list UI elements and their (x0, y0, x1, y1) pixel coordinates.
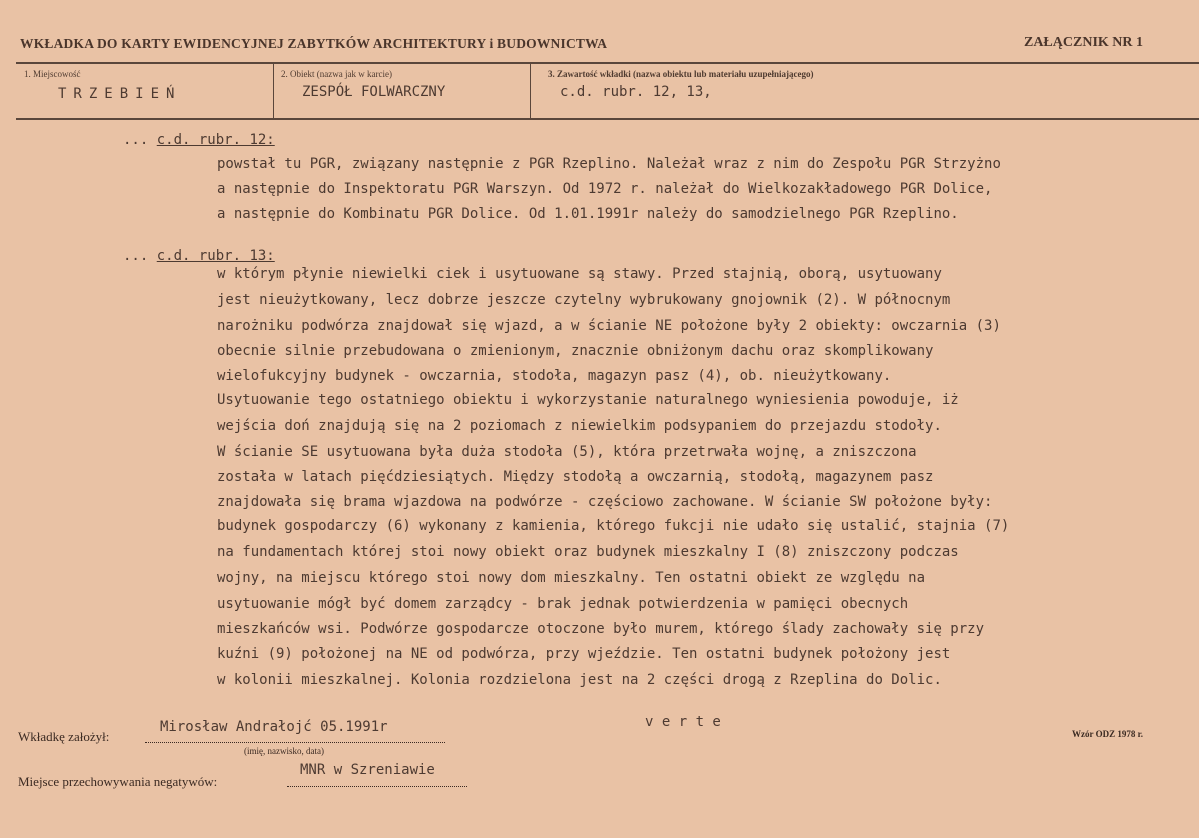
section-13-line: usytuowanie mógł być domem zarządcy - brak jednak potwierdzenia w pamięci obecnych (217, 596, 909, 612)
locality-value: TRZEBIEŃ (58, 86, 182, 102)
section-13-line: mieszkańców wsi. Podwórze gospodarcze otoczone było murem, którego ślady zachowały się przy (217, 621, 985, 637)
author-value: Mirosław Andrałojć 05.1991r (160, 719, 388, 735)
section-13-line: kuźni (9) położonej na NE od podwórza, przy wjeździe. Ten ostatni budynek położony jest (217, 646, 951, 662)
section-12-line: powstał tu PGR, związany następnie z PGR Rzeplino. Należał wraz z nim do Zespołu PGR Strzyżno (217, 156, 1001, 172)
form-code: Wzór ODZ 1978 r. (1072, 729, 1143, 739)
verte-note: v e r t e (645, 714, 721, 730)
section-13-line: wielofukcyjny budynek - owczarnia, stodoła, magazyn pasz (4), ob. nieużytkowany. (217, 368, 892, 384)
section-13-line: budynek gospodarczy (6) wykonany z kamienia, którego fukcji nie udało się ustalić, stajnia (7) (217, 518, 1010, 534)
section-12-prefix: ... (123, 132, 149, 148)
section-12-heading (123, 132, 275, 148)
section-12-line: a następnie do Inspektoratu PGR Warszyn. Od 1972 r. należał do Wielkozakładowego PGR Dolice, (217, 181, 993, 197)
section-12-line: a następnie do Kombinatu PGR Dolice. Od 1.01.1991r należy do samodzielnego PGR Rzeplino. (217, 206, 959, 222)
contents-label: 3. Zawartość wkładki (nazwa obiektu lub materiału uzupełniającego) (548, 69, 814, 79)
section-12-title: c.d. rubr. 12: (156, 132, 275, 148)
author-hint: (imię, nazwisko, data) (244, 746, 324, 756)
section-13-prefix: ... (123, 248, 149, 264)
section-13-line: znajdowała się brama wjazdowa na podwórze - częściowo zachowane. W ścianie SW położone były: (217, 494, 993, 510)
field-divider-2 (530, 63, 531, 118)
section-13-title: c.d. rubr. 13: (156, 248, 275, 264)
section-13-line: na fundamentach której stoi nowy obiekt oraz budynek mieszkalny I (8) zniszczony podczas (217, 544, 959, 560)
top-rule (16, 62, 1199, 64)
author-line (145, 742, 445, 743)
card-title: WKŁADKA DO KARTY EWIDENCYJNEJ ZABYTKÓW ARCHITEKTURY i BUDOWNICTWA (20, 36, 608, 51)
section-13-line: wejścia doń znajdują się na 2 poziomach z niewielkim podsypaniem do przejazdu stodoły. (217, 418, 942, 434)
storage-line (287, 786, 467, 787)
annex-number: ZAŁĄCZNIK NR 1 (1023, 35, 1143, 50)
author-label: Wkładkę założył: (18, 729, 110, 744)
section-13-line: została w latach pięćdziesiątych. Między stodołą a owczarnią, stodołą, magazynem pasz (217, 469, 934, 485)
contents-value: c.d. rubr. 12, 13, (560, 84, 712, 100)
section-13-line: Usytuowanie tego ostatniego obiektu i wykorzystanie naturalnego wyniesienia powoduje, iż (217, 392, 959, 408)
object-label: 2. Obiekt (nazwa jak w karcie) (281, 69, 392, 79)
section-13-line: w kolonii mieszkalnej. Kolonia rozdzielona jest na 2 części drogą z Rzeplina do Dolic. (217, 672, 942, 688)
storage-value: MNR w Szreniawie (300, 762, 435, 778)
section-13-line: W ścianie SE usytuowana była duża stodoła (5), która przetrwała wojnę, a zniszczona (217, 444, 917, 460)
section-13-line: wojny, na miejscu którego stoi nowy dom mieszkalny. Ten ostatni obiekt ze względu na (217, 570, 926, 586)
locality-label: 1. Miejscowość (24, 69, 81, 79)
object-value: ZESPÓŁ FOLWARCZNY (302, 84, 446, 100)
field-bottom-rule (16, 118, 1199, 120)
section-13-line: w którym płynie niewielki ciek i usytuowane są stawy. Przed stajnią, oborą, usytuowany (217, 266, 942, 282)
field-divider-1 (273, 63, 274, 118)
section-13-line: jest nieużytkowany, lecz dobrze jeszcze czytelny wybrukowany gnojownik (2). W północnym (217, 292, 951, 308)
section-13-line: narożniku podwórza znajdował się wjazd, a w ścianie NE położone były 2 obiekty: owczarnia (3) (217, 318, 1001, 334)
section-13-line: obecnie silnie przebudowana o zmienionym, znacznie obniżonym dachu oraz skomplikowany (217, 343, 934, 359)
storage-label: Miejsce przechowywania negatywów: (18, 774, 218, 789)
section-13-heading (123, 248, 275, 264)
